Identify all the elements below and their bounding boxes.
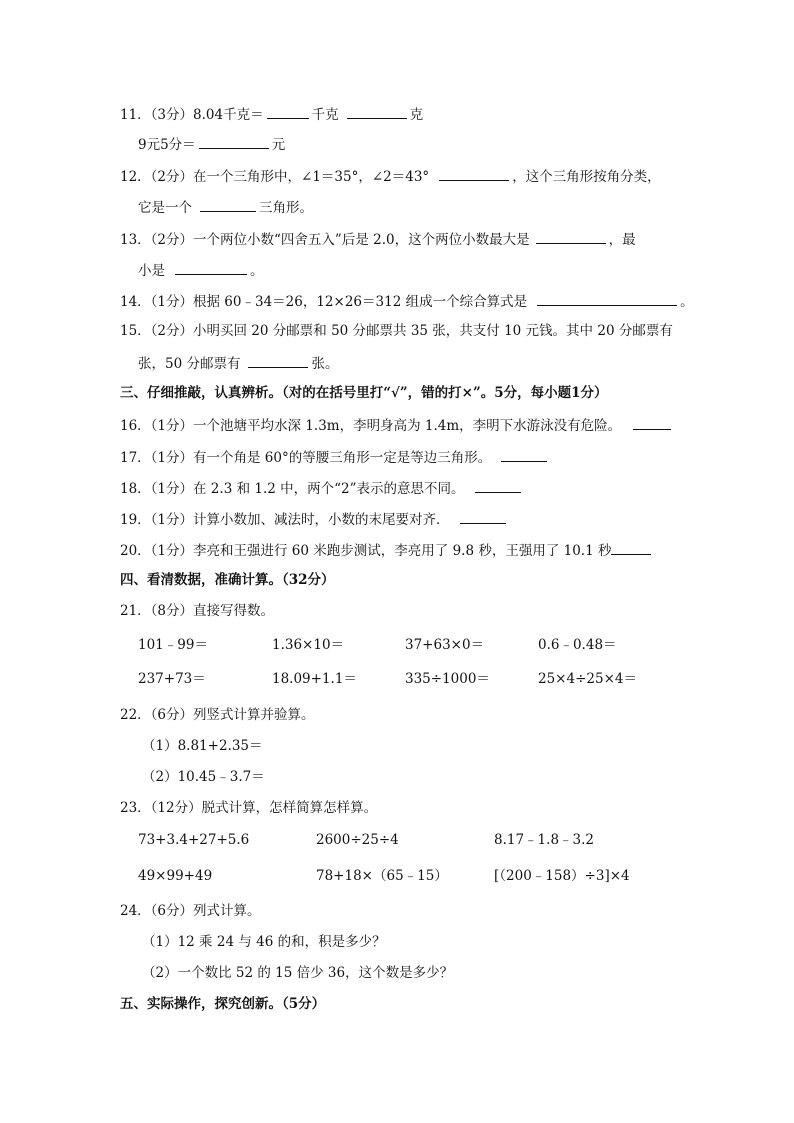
q19-text: 19．（1分）计算小数加、减法时，小数的末尾要对齐．	[120, 512, 450, 528]
q16-line	[120, 415, 674, 435]
q23-calc-3: 8.17﹣1.8﹣3.2	[494, 832, 594, 848]
q18-line	[120, 478, 524, 498]
q17-line	[120, 447, 550, 467]
q21-calc-1: 101﹣99＝	[138, 637, 208, 653]
q14-line	[120, 291, 694, 311]
q15b-text: 张，50 分邮票有	[138, 356, 241, 372]
q11-text: 11．（3分）8.04千克＝	[120, 107, 264, 123]
q17-blank[interactable]	[501, 447, 547, 462]
q12b-text: 它是一个	[138, 200, 192, 216]
q12-line	[120, 166, 661, 186]
q22-item-1: （1）8.81+2.35＝	[142, 738, 263, 754]
q24-line: 24．（6分）列式计算。	[120, 903, 261, 919]
q12-blank-1[interactable]	[439, 166, 509, 181]
q18-blank[interactable]	[475, 478, 521, 493]
q21-calc-7: 335÷1000＝	[405, 671, 490, 687]
q21-calc-8: 25×4÷25×4＝	[538, 671, 637, 687]
q11-unit-2: 克	[409, 107, 424, 123]
q15b-text-2: 张。	[311, 356, 339, 372]
q23-calc-1: 73+3.4+27+5.6	[138, 832, 250, 848]
q17-text: 17．（1分）有一个角是 60°的等腰三角形一定是等边三角形。	[120, 450, 492, 466]
q13-text-2: ，最	[608, 232, 636, 248]
q23-calc-4: 49×99+49	[138, 868, 213, 884]
q14-blank[interactable]	[537, 291, 677, 306]
q22-item-2: （2）10.45﹣3.7＝	[142, 769, 265, 785]
q14-text: 14．（1分）根据 60﹣34＝26，12×26＝312 组成一个综合算式是	[120, 294, 528, 310]
q13b-blank[interactable]	[175, 260, 247, 275]
q15b-line	[138, 353, 338, 373]
q20-text: 20．（1分）李亮和王强进行 60 米跑步测试，李亮用了 9.8 秒，王强用了 10.1 秒	[120, 543, 612, 559]
q11b-unit: 元	[271, 137, 286, 153]
q15-text: 15．（2分）小明买回 20 分邮票和 50 分邮票共 35 张，共支付 10 元钱。其中 20 分邮票有	[120, 323, 673, 339]
q21-calc-4: 0.6﹣0.48＝	[538, 637, 617, 653]
q24-item-2: （2）一个数比 52 的 15 倍少 36，这个数是多少？	[142, 965, 454, 981]
q20-line	[120, 540, 654, 560]
q19-blank[interactable]	[460, 509, 506, 524]
q11-line	[120, 104, 423, 124]
section-5-heading: 五、实际操作，探究创新。（5分）	[120, 996, 326, 1012]
q11b-text: 9元5分＝	[138, 137, 196, 153]
q11b-blank[interactable]	[199, 134, 269, 149]
q21-calc-3: 37+63×0＝	[405, 637, 485, 653]
q11b-line	[138, 134, 285, 154]
q23-calc-6: [（200﹣158）÷3]×4	[494, 868, 630, 884]
q13b-text-2: 。	[250, 263, 264, 279]
q12b-text-2: 三角形。	[259, 200, 313, 216]
q12-text: 12．（2分）在一个三角形中，∠1＝35°，∠2＝43°	[120, 169, 430, 185]
q21-calc-2: 1.36×10＝	[272, 637, 345, 653]
q15-line	[120, 322, 673, 340]
section-3-heading: 三、仔细推敲，认真辨析。（对的在括号里打“√”，错的打×”。5分，每小题1分）	[120, 385, 608, 401]
q11-unit-1: 千克	[311, 107, 339, 123]
q23-calc-2: 2600÷25÷4	[316, 832, 399, 848]
q15b-blank[interactable]	[248, 353, 308, 368]
q11-blank-1[interactable]	[267, 104, 309, 119]
q12b-blank[interactable]	[200, 197, 256, 212]
q12-text-2: ，这个三角形按角分类，	[512, 169, 661, 185]
q13-blank-1[interactable]	[536, 229, 606, 244]
q16-text: 16．（1分）一个池塘平均水深 1.3m，李明身高为 1.4m，李明下水游泳没有危险。	[120, 418, 622, 434]
q23-line: 23．（12分）脱式计算，怎样简算怎样算。	[120, 800, 378, 816]
q21-calc-6: 18.09+1.1＝	[272, 671, 357, 687]
q12b-line	[138, 197, 313, 217]
q22-line: 22．（6分）列竖式计算并验算。	[120, 707, 315, 723]
q18-text: 18．（1分）在 2.3 和 1.2 中，两个“2”表示的意思不同。	[120, 481, 465, 497]
q24-item-1: （1）12 乘 24 与 46 的和，积是多少？	[142, 934, 386, 950]
q21-line: 21．（8分）直接写得数。	[120, 603, 275, 619]
q23-calc-5: 78+18×（65﹣15）	[316, 868, 448, 884]
q13b-line	[138, 260, 264, 280]
q11-blank-2[interactable]	[347, 104, 407, 119]
section-4-heading: 四、看清数据，准确计算。（32分）	[120, 572, 335, 588]
q13b-text: 小是	[138, 263, 165, 279]
q16-blank[interactable]	[633, 415, 671, 430]
q14-text-2: 。	[680, 294, 694, 310]
q13-line	[120, 229, 636, 249]
q20-blank[interactable]	[611, 540, 651, 555]
q19-line	[120, 509, 509, 529]
q21-calc-5: 237+73＝	[138, 671, 206, 687]
q13-text: 13．（2分）一个两位小数“四舍五入”后是 2.0，这个两位小数最大是	[120, 232, 530, 248]
